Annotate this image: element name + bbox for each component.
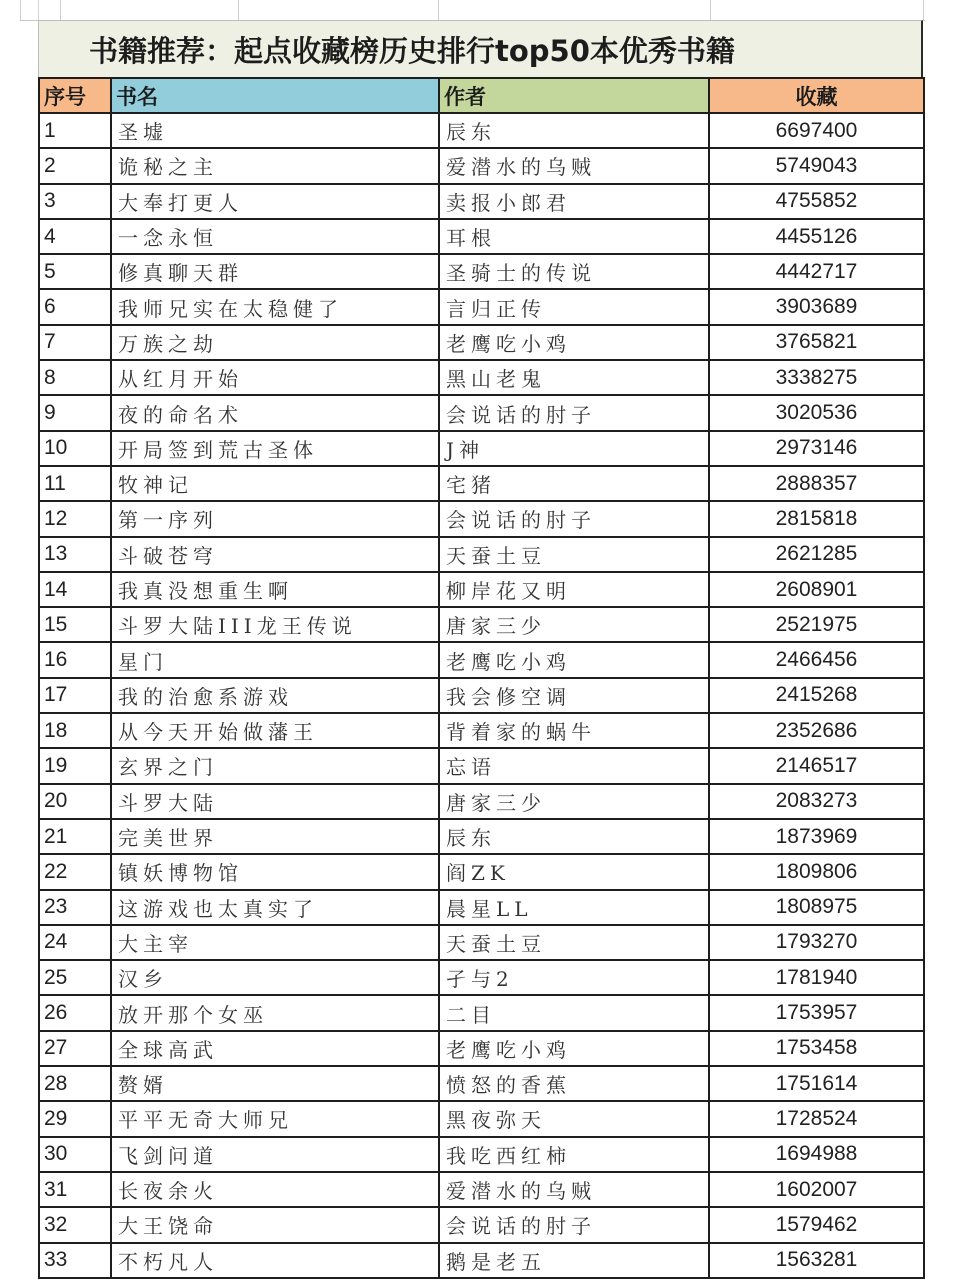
table-row — [39, 148, 924, 183]
author-cell[interactable]: 晨星LL — [439, 890, 709, 925]
author-cell[interactable]: 二目 — [439, 995, 709, 1030]
sheet-title: 书籍推荐：起点收藏榜历史排行top50本优秀书籍 — [89, 33, 735, 68]
author-cell[interactable]: 天蚕土豆 — [439, 925, 709, 960]
author-cell[interactable]: 阎ZK — [439, 854, 709, 889]
favorites-cell[interactable]: 4455126 — [709, 219, 924, 254]
author-cell[interactable]: 唐家三少 — [439, 607, 709, 642]
book-title-cell[interactable]: 牧神记 — [111, 466, 439, 501]
book-title-cell[interactable]: 大奉打更人 — [111, 184, 439, 219]
book-title-cell[interactable]: 我的治愈系游戏 — [111, 678, 439, 713]
book-title-cell[interactable]: 飞剑问道 — [111, 1137, 439, 1172]
book-title-cell[interactable]: 大王饶命 — [111, 1207, 439, 1242]
author-cell[interactable]: 天蚕土豆 — [439, 537, 709, 572]
gridline — [923, 0, 924, 20]
rank-cell[interactable]: 27 — [39, 1031, 111, 1066]
author-cell[interactable]: 会说话的肘子 — [439, 501, 709, 536]
favorites-cell[interactable]: 3765821 — [709, 325, 924, 360]
author-cell[interactable]: 我吃西红柿 — [439, 1137, 709, 1172]
favorites-cell[interactable]: 5749043 — [709, 148, 924, 183]
favorites-cell[interactable]: 2815818 — [709, 501, 924, 536]
author-cell[interactable]: 黑山老鬼 — [439, 360, 709, 395]
book-title-cell[interactable]: 从红月开始 — [111, 360, 439, 395]
rank-cell[interactable]: 5 — [39, 254, 111, 289]
table-row — [39, 854, 924, 889]
favorites-cell[interactable]: 1602007 — [709, 1172, 924, 1207]
title-band — [38, 20, 923, 77]
book-title-cell[interactable]: 我师兄实在太稳健了 — [111, 289, 439, 324]
favorites-cell[interactable]: 1873969 — [709, 819, 924, 854]
favorites-cell[interactable]: 3338275 — [709, 360, 924, 395]
table-row — [39, 713, 924, 748]
rank-cell[interactable]: 3 — [39, 184, 111, 219]
author-cell[interactable]: 耳根 — [439, 219, 709, 254]
ranking-table — [38, 77, 925, 1279]
favorites-cell[interactable]: 1751614 — [709, 1066, 924, 1101]
ranking-sheet — [38, 20, 923, 1279]
favorites-cell[interactable]: 2621285 — [709, 537, 924, 572]
book-title-cell[interactable]: 汉乡 — [111, 960, 439, 995]
rank-cell[interactable]: 33 — [39, 1243, 111, 1278]
rank-cell[interactable]: 9 — [39, 395, 111, 430]
table-row — [39, 1172, 924, 1207]
table-row — [39, 325, 924, 360]
author-cell[interactable]: 辰东 — [439, 113, 709, 148]
book-title-cell[interactable]: 平平无奇大师兄 — [111, 1101, 439, 1136]
table-row — [39, 607, 924, 642]
book-title-cell[interactable]: 完美世界 — [111, 819, 439, 854]
table-row — [39, 748, 924, 783]
rank-cell[interactable]: 31 — [39, 1172, 111, 1207]
book-title-cell[interactable]: 大主宰 — [111, 925, 439, 960]
author-cell[interactable]: 我会修空调 — [439, 678, 709, 713]
table-row — [39, 501, 924, 536]
favorites-cell[interactable]: 1694988 — [709, 1137, 924, 1172]
table-row — [39, 678, 924, 713]
rank-cell[interactable]: 16 — [39, 642, 111, 677]
gridline — [60, 0, 61, 20]
author-cell[interactable]: 愤怒的香蕉 — [439, 1066, 709, 1101]
book-title-cell[interactable]: 圣墟 — [111, 113, 439, 148]
rank-cell[interactable]: 7 — [39, 325, 111, 360]
book-title-cell[interactable]: 开局签到荒古圣体 — [111, 431, 439, 466]
gridline — [438, 0, 439, 20]
author-cell[interactable]: 爱潜水的乌贼 — [439, 1172, 709, 1207]
rank-cell[interactable]: 20 — [39, 784, 111, 819]
table-row — [39, 1137, 924, 1172]
rank-cell[interactable]: 17 — [39, 678, 111, 713]
author-cell[interactable]: 背着家的蜗牛 — [439, 713, 709, 748]
author-cell[interactable]: 鹅是老五 — [439, 1243, 709, 1278]
author-cell[interactable]: 孑与2 — [439, 960, 709, 995]
rank-cell[interactable]: 24 — [39, 925, 111, 960]
rank-cell[interactable]: 8 — [39, 360, 111, 395]
rank-cell[interactable]: 4 — [39, 219, 111, 254]
table-row — [39, 995, 924, 1030]
table-row — [39, 113, 924, 148]
favorites-cell[interactable]: 1753957 — [709, 995, 924, 1030]
spreadsheet-gridlines — [20, 0, 925, 21]
book-title-cell[interactable]: 放开那个女巫 — [111, 995, 439, 1030]
author-cell[interactable]: 黑夜弥天 — [439, 1101, 709, 1136]
rank-cell[interactable]: 25 — [39, 960, 111, 995]
book-title-cell[interactable]: 赘婿 — [111, 1066, 439, 1101]
author-cell[interactable]: 宅猪 — [439, 466, 709, 501]
favorites-cell[interactable]: 1753458 — [709, 1031, 924, 1066]
favorites-cell[interactable]: 4755852 — [709, 184, 924, 219]
book-title-cell[interactable]: 我真没想重生啊 — [111, 572, 439, 607]
favorites-cell[interactable]: 1563281 — [709, 1243, 924, 1278]
rank-cell[interactable]: 19 — [39, 748, 111, 783]
rank-cell[interactable]: 10 — [39, 431, 111, 466]
author-cell[interactable]: 唐家三少 — [439, 784, 709, 819]
book-title-cell[interactable]: 星门 — [111, 642, 439, 677]
book-title-cell[interactable]: 不朽凡人 — [111, 1243, 439, 1278]
favorites-cell[interactable]: 2415268 — [709, 678, 924, 713]
author-cell[interactable]: 老鹰吃小鸡 — [439, 325, 709, 360]
book-title-cell[interactable]: 斗破苍穹 — [111, 537, 439, 572]
book-title-cell[interactable]: 玄界之门 — [111, 748, 439, 783]
table-row — [39, 184, 924, 219]
rank-cell[interactable]: 29 — [39, 1101, 111, 1136]
favorites-cell[interactable]: 1808975 — [709, 890, 924, 925]
book-title-cell[interactable]: 第一序列 — [111, 501, 439, 536]
table-row — [39, 890, 924, 925]
rank-cell[interactable]: 12 — [39, 501, 111, 536]
rank-cell[interactable]: 1 — [39, 113, 111, 148]
table-row — [39, 925, 924, 960]
author-cell[interactable]: J神 — [439, 431, 709, 466]
favorites-cell[interactable]: 2888357 — [709, 466, 924, 501]
author-cell[interactable]: 爱潜水的乌贼 — [439, 148, 709, 183]
table-row — [39, 1066, 924, 1101]
book-title-cell[interactable]: 夜的命名术 — [111, 395, 439, 430]
table-row — [39, 466, 924, 501]
author-cell[interactable]: 老鹰吃小鸡 — [439, 1031, 709, 1066]
author-cell[interactable]: 忘语 — [439, 748, 709, 783]
author-cell[interactable]: 会说话的肘子 — [439, 395, 709, 430]
table-row — [39, 219, 924, 254]
favorites-cell[interactable]: 2466456 — [709, 642, 924, 677]
book-title-cell[interactable]: 修真聊天群 — [111, 254, 439, 289]
rank-cell[interactable]: 2 — [39, 148, 111, 183]
rank-cell[interactable]: 22 — [39, 854, 111, 889]
column-header-author[interactable]: 作者 — [439, 78, 709, 113]
book-title-cell[interactable]: 斗罗大陆 — [111, 784, 439, 819]
rank-cell[interactable]: 28 — [39, 1066, 111, 1101]
table-row — [39, 1207, 924, 1242]
gridline — [20, 0, 21, 20]
column-header-index[interactable]: 序号 — [39, 78, 111, 113]
rank-cell[interactable]: 14 — [39, 572, 111, 607]
rank-cell[interactable]: 11 — [39, 466, 111, 501]
rank-cell[interactable]: 21 — [39, 819, 111, 854]
table-body — [39, 113, 924, 1278]
favorites-cell[interactable]: 1728524 — [709, 1101, 924, 1136]
author-cell[interactable]: 辰东 — [439, 819, 709, 854]
favorites-cell[interactable]: 2608901 — [709, 572, 924, 607]
favorites-cell[interactable]: 2146517 — [709, 748, 924, 783]
favorites-cell[interactable]: 2521975 — [709, 607, 924, 642]
rank-cell[interactable]: 13 — [39, 537, 111, 572]
author-cell[interactable]: 卖报小郎君 — [439, 184, 709, 219]
table-row — [39, 784, 924, 819]
rank-cell[interactable]: 32 — [39, 1207, 111, 1242]
author-cell[interactable]: 言归正传 — [439, 289, 709, 324]
favorites-cell[interactable]: 3020536 — [709, 395, 924, 430]
table-row — [39, 395, 924, 430]
book-title-cell[interactable]: 全球高武 — [111, 1031, 439, 1066]
table-row — [39, 289, 924, 324]
book-title-cell[interactable]: 长夜余火 — [111, 1172, 439, 1207]
column-header-favorites[interactable]: 收藏 — [709, 78, 924, 113]
table-row — [39, 642, 924, 677]
author-cell[interactable]: 会说话的肘子 — [439, 1207, 709, 1242]
table-row — [39, 1101, 924, 1136]
gridline — [710, 0, 711, 20]
favorites-cell[interactable]: 1579462 — [709, 1207, 924, 1242]
table-row — [39, 1031, 924, 1066]
gridline — [238, 0, 239, 20]
table-row — [39, 960, 924, 995]
rank-cell[interactable]: 23 — [39, 890, 111, 925]
favorites-cell[interactable]: 2083273 — [709, 784, 924, 819]
favorites-cell[interactable]: 2352686 — [709, 713, 924, 748]
table-row — [39, 572, 924, 607]
column-header-title[interactable]: 书名 — [111, 78, 439, 113]
author-cell[interactable]: 柳岸花又明 — [439, 572, 709, 607]
rank-cell[interactable]: 26 — [39, 995, 111, 1030]
rank-cell[interactable]: 6 — [39, 289, 111, 324]
book-title-cell[interactable]: 这游戏也太真实了 — [111, 890, 439, 925]
favorites-cell[interactable]: 1781940 — [709, 960, 924, 995]
book-title-cell[interactable]: 万族之劫 — [111, 325, 439, 360]
author-cell[interactable]: 圣骑士的传说 — [439, 254, 709, 289]
rank-cell[interactable]: 18 — [39, 713, 111, 748]
rank-cell[interactable]: 15 — [39, 607, 111, 642]
book-title-cell[interactable]: 一念永恒 — [111, 219, 439, 254]
table-row — [39, 819, 924, 854]
book-title-cell[interactable]: 镇妖博物馆 — [111, 854, 439, 889]
table-row — [39, 537, 924, 572]
table-row — [39, 1243, 924, 1278]
book-title-cell[interactable]: 诡秘之主 — [111, 148, 439, 183]
favorites-cell[interactable]: 1809806 — [709, 854, 924, 889]
rank-cell[interactable]: 30 — [39, 1137, 111, 1172]
author-cell[interactable]: 老鹰吃小鸡 — [439, 642, 709, 677]
table-row — [39, 360, 924, 395]
favorites-cell[interactable]: 2973146 — [709, 431, 924, 466]
favorites-cell[interactable]: 1793270 — [709, 925, 924, 960]
book-title-cell[interactable]: 斗罗大陆III龙王传说 — [111, 607, 439, 642]
favorites-cell[interactable]: 3903689 — [709, 289, 924, 324]
header-row — [39, 78, 924, 113]
table-row — [39, 254, 924, 289]
table-row — [39, 431, 924, 466]
book-title-cell[interactable]: 从今天开始做藩王 — [111, 713, 439, 748]
favorites-cell[interactable]: 4442717 — [709, 254, 924, 289]
favorites-cell[interactable]: 6697400 — [709, 113, 924, 148]
